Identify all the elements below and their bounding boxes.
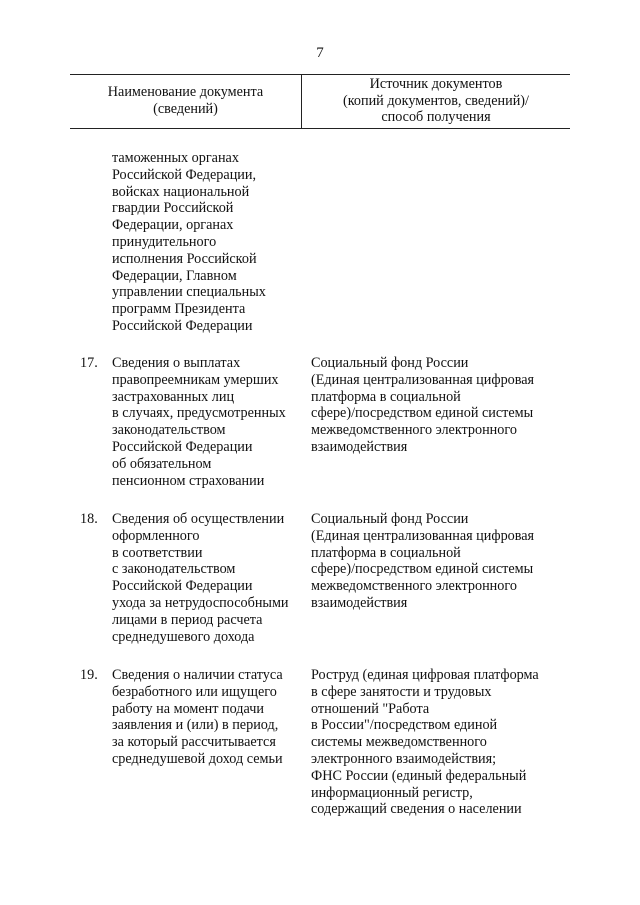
row-number: 19. — [80, 667, 98, 683]
column-header-name-text: Наименование документа (сведений) — [107, 84, 264, 117]
document-source: Социальный фонд России (Единая централизованная цифровая платформа в социальной сфере)/посредством единой системы межведомственного электронного взаимодействия — [311, 511, 535, 611]
column-header-source — [302, 74, 570, 128]
document-name: Сведения об осуществлении оформленного в соответствии с законодательством Российской Федерации ухода за нетрудоспособными лицами в период расчета среднедушевого дохода — [112, 511, 289, 645]
column-header-source-text: Источник документов (копий документов, сведений)/ способ получения — [343, 75, 529, 126]
document-source: Социальный фонд России (Единая централизованная цифровая платформа в социальной сфере)/посредством единой системы межведомственного электронного взаимодействия — [311, 355, 535, 455]
document-name: Сведения о наличии статуса безработного или ищущего работу на момент подачи заявления и (или) в период, за который рассчитывается среднедушевой доход семьи — [112, 667, 283, 767]
document-name: Сведения о выплатах правопреемникам умерших застрахованных лиц в случаях, предусмотренных законодательством Российской Федерации об обязательном пенсионном страховании — [112, 355, 286, 489]
page-number: 7 — [316, 45, 324, 61]
row-number: 18. — [80, 511, 98, 527]
document-source: Роструд (единая цифровая платформа в сфере занятости и трудовых отношений "Работа в России"/посредством единой системы межведомственного электронного взаимодействия; ФНС России (единый федеральный информационный регистр, содержащий сведения о населении — [311, 667, 539, 818]
row-number: 17. — [80, 355, 98, 371]
column-header-name — [70, 74, 301, 128]
header-bottom-rule — [70, 128, 570, 129]
continuation-text: таможенных органах Российской Федерации, войсках национальной гвардии Российской Федерации, органах принудительного исполнения Российской Федерации, Главном управлении специальных программ Президента Российской Федерации — [112, 150, 266, 334]
